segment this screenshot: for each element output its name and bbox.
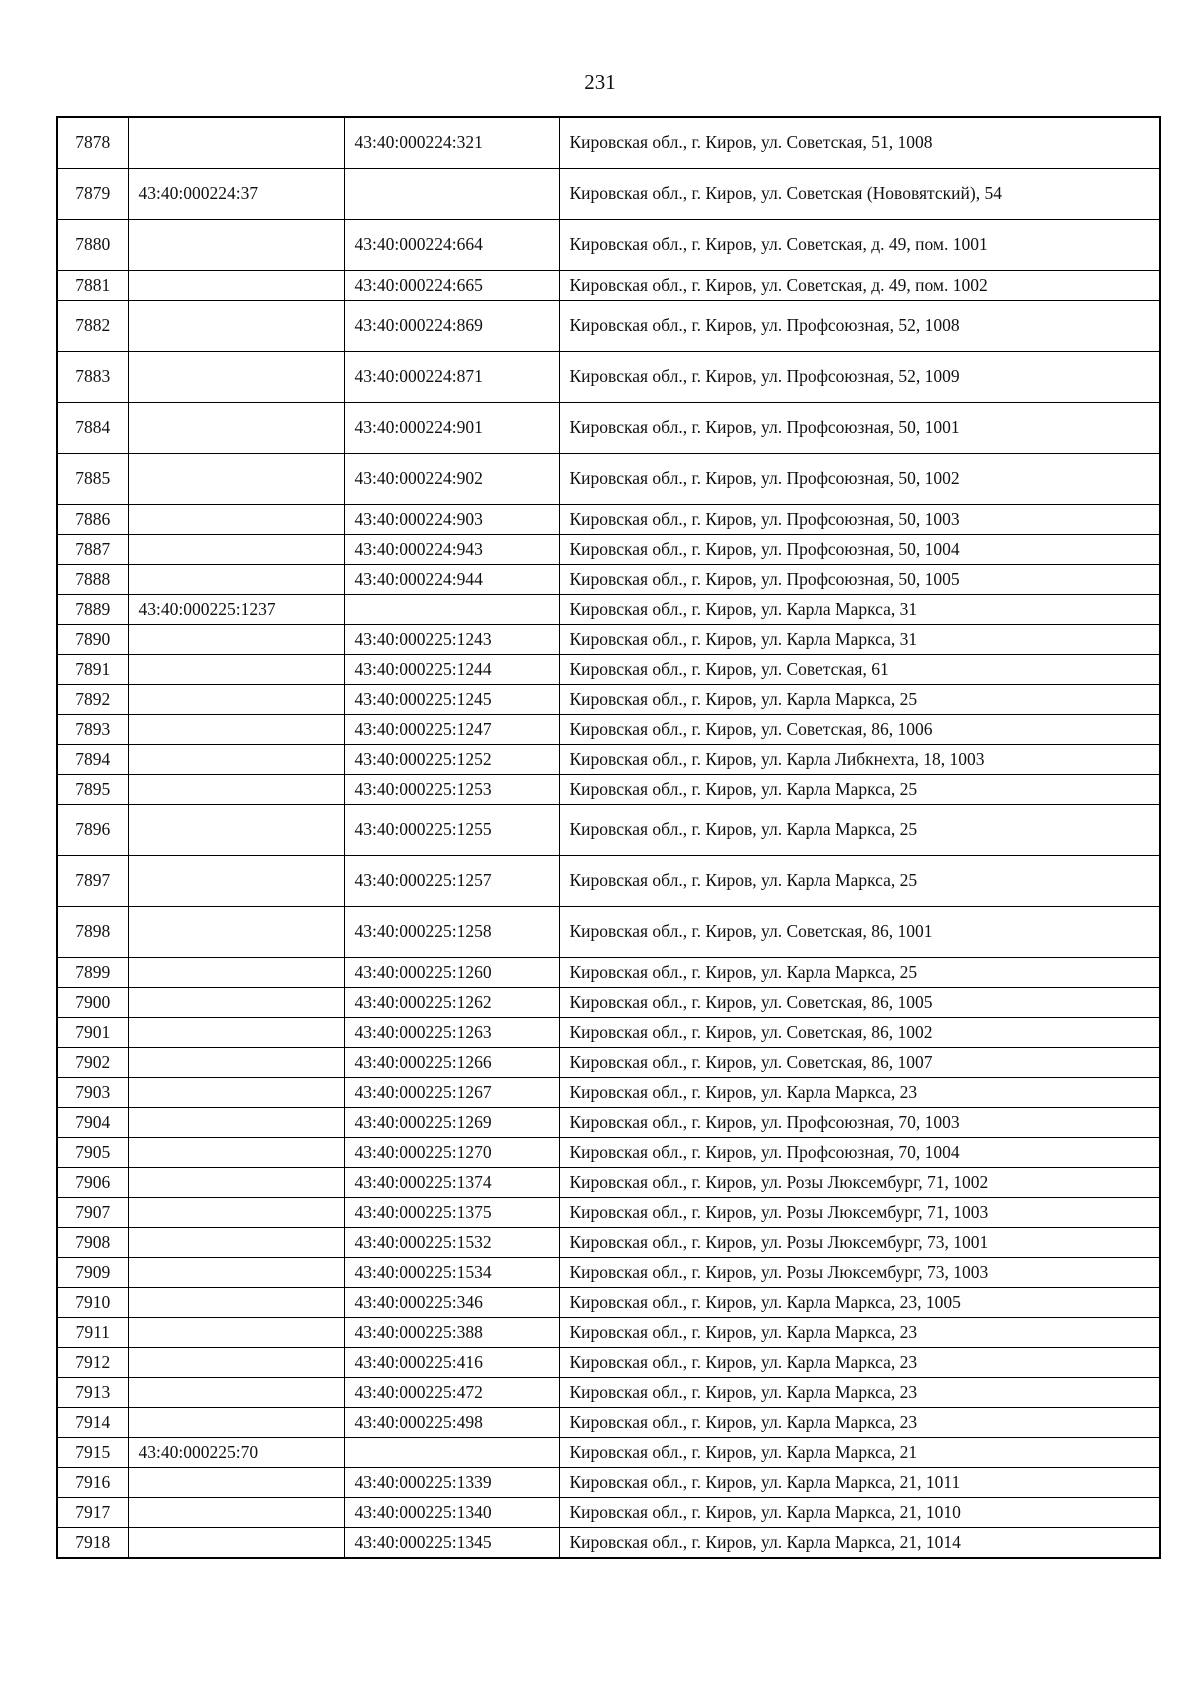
cadastral-number-cell: 43:40:000225:1247 xyxy=(344,715,559,745)
parent-cadastral-number-cell xyxy=(128,1408,344,1438)
address-cell: Кировская обл., г. Киров, ул. Карла Маркса, 25 xyxy=(559,958,1160,988)
cadastral-number-cell xyxy=(344,595,559,625)
address-cell: Кировская обл., г. Киров, ул. Советская, 51, 1008 xyxy=(559,117,1160,169)
table-row xyxy=(57,1408,1160,1438)
table-row xyxy=(57,1438,1160,1468)
table-row xyxy=(57,505,1160,535)
table-row xyxy=(57,775,1160,805)
cadastral-number-cell: 43:40:000225:1252 xyxy=(344,745,559,775)
table-row xyxy=(57,1528,1160,1559)
parent-cadastral-number-cell xyxy=(128,988,344,1018)
address-cell: Кировская обл., г. Киров, ул. Карла Маркса, 25 xyxy=(559,775,1160,805)
table-row xyxy=(57,685,1160,715)
table-row xyxy=(57,403,1160,454)
row-number-cell: 7908 xyxy=(57,1228,128,1258)
table-row xyxy=(57,301,1160,352)
address-cell: Кировская обл., г. Киров, ул. Карла Маркса, 23 xyxy=(559,1348,1160,1378)
parent-cadastral-number-cell xyxy=(128,715,344,745)
table-row xyxy=(57,1168,1160,1198)
table-row xyxy=(57,958,1160,988)
row-number-cell: 7891 xyxy=(57,655,128,685)
address-cell: Кировская обл., г. Киров, ул. Розы Люксембург, 73, 1003 xyxy=(559,1258,1160,1288)
row-number-cell: 7909 xyxy=(57,1258,128,1288)
parent-cadastral-number-cell xyxy=(128,856,344,907)
table-row xyxy=(57,1378,1160,1408)
cadastral-number-cell: 43:40:000225:1257 xyxy=(344,856,559,907)
parent-cadastral-number-cell xyxy=(128,625,344,655)
cadastral-number-cell: 43:40:000225:1340 xyxy=(344,1498,559,1528)
parent-cadastral-number-cell xyxy=(128,1528,344,1559)
address-cell: Кировская обл., г. Киров, ул. Карла Маркса, 23 xyxy=(559,1318,1160,1348)
row-number-cell: 7892 xyxy=(57,685,128,715)
address-cell: Кировская обл., г. Киров, ул. Профсоюзная, 50, 1004 xyxy=(559,535,1160,565)
parent-cadastral-number-cell xyxy=(128,1018,344,1048)
parent-cadastral-number-cell xyxy=(128,1048,344,1078)
address-cell: Кировская обл., г. Киров, ул. Профсоюзная, 50, 1003 xyxy=(559,505,1160,535)
cadastral-number-cell: 43:40:000225:498 xyxy=(344,1408,559,1438)
row-number-cell: 7882 xyxy=(57,301,128,352)
row-number-cell: 7884 xyxy=(57,403,128,454)
cadastral-number-cell: 43:40:000225:1263 xyxy=(344,1018,559,1048)
row-number-cell: 7902 xyxy=(57,1048,128,1078)
table-row xyxy=(57,655,1160,685)
row-number-cell: 7906 xyxy=(57,1168,128,1198)
parent-cadastral-number-cell xyxy=(128,1078,344,1108)
parent-cadastral-number-cell xyxy=(128,403,344,454)
row-number-cell: 7905 xyxy=(57,1138,128,1168)
table-row xyxy=(57,1498,1160,1528)
address-cell: Кировская обл., г. Киров, ул. Карла Маркса, 25 xyxy=(559,805,1160,856)
address-cell: Кировская обл., г. Киров, ул. Карла Маркса, 25 xyxy=(559,856,1160,907)
table-row xyxy=(57,271,1160,301)
address-cell: Кировская обл., г. Киров, ул. Карла Маркса, 23 xyxy=(559,1078,1160,1108)
parent-cadastral-number-cell: 43:40:000224:37 xyxy=(128,169,344,220)
table-row xyxy=(57,454,1160,505)
cadastral-number-cell: 43:40:000225:416 xyxy=(344,1348,559,1378)
cadastral-number-cell: 43:40:000225:1339 xyxy=(344,1468,559,1498)
row-number-cell: 7912 xyxy=(57,1348,128,1378)
parent-cadastral-number-cell xyxy=(128,1348,344,1378)
address-cell: Кировская обл., г. Киров, ул. Профсоюзная, 50, 1001 xyxy=(559,403,1160,454)
cadastral-number-cell: 43:40:000225:1253 xyxy=(344,775,559,805)
row-number-cell: 7911 xyxy=(57,1318,128,1348)
parent-cadastral-number-cell xyxy=(128,117,344,169)
address-cell: Кировская обл., г. Киров, ул. Советская, 86, 1007 xyxy=(559,1048,1160,1078)
parent-cadastral-number-cell xyxy=(128,1228,344,1258)
cadastral-number-cell: 43:40:000225:388 xyxy=(344,1318,559,1348)
cadastral-number-cell: 43:40:000224:871 xyxy=(344,352,559,403)
cadastral-number-cell: 43:40:000225:1243 xyxy=(344,625,559,655)
row-number-cell: 7918 xyxy=(57,1528,128,1559)
address-cell: Кировская обл., г. Киров, ул. Профсоюзная, 50, 1005 xyxy=(559,565,1160,595)
address-cell: Кировская обл., г. Киров, ул. Карла Маркса, 21 xyxy=(559,1438,1160,1468)
cadastral-number-cell xyxy=(344,169,559,220)
address-cell: Кировская обл., г. Киров, ул. Советская, 86, 1002 xyxy=(559,1018,1160,1048)
table-row xyxy=(57,220,1160,271)
row-number-cell: 7880 xyxy=(57,220,128,271)
parent-cadastral-number-cell xyxy=(128,745,344,775)
table-row xyxy=(57,625,1160,655)
address-cell: Кировская обл., г. Киров, ул. Профсоюзная, 52, 1009 xyxy=(559,352,1160,403)
row-number-cell: 7904 xyxy=(57,1108,128,1138)
address-cell: Кировская обл., г. Киров, ул. Советская (Нововятский), 54 xyxy=(559,169,1160,220)
table-row xyxy=(57,1138,1160,1168)
row-number-cell: 7901 xyxy=(57,1018,128,1048)
cadastral-number-cell: 43:40:000225:1267 xyxy=(344,1078,559,1108)
address-cell: Кировская обл., г. Киров, ул. Профсоюзная, 70, 1004 xyxy=(559,1138,1160,1168)
row-number-cell: 7883 xyxy=(57,352,128,403)
address-cell: Кировская обл., г. Киров, ул. Карла Маркса, 23, 1005 xyxy=(559,1288,1160,1318)
row-number-cell: 7893 xyxy=(57,715,128,745)
row-number-cell: 7900 xyxy=(57,988,128,1018)
parent-cadastral-number-cell xyxy=(128,301,344,352)
parent-cadastral-number-cell xyxy=(128,775,344,805)
cadastral-number-cell: 43:40:000225:1266 xyxy=(344,1048,559,1078)
table-row xyxy=(57,1018,1160,1048)
cadastral-number-cell: 43:40:000224:665 xyxy=(344,271,559,301)
parent-cadastral-number-cell xyxy=(128,655,344,685)
table-row xyxy=(57,1108,1160,1138)
parent-cadastral-number-cell xyxy=(128,1198,344,1228)
cadastral-number-cell: 43:40:000225:346 xyxy=(344,1288,559,1318)
row-number-cell: 7889 xyxy=(57,595,128,625)
table-row xyxy=(57,169,1160,220)
registry-table xyxy=(56,116,1161,1559)
table-row xyxy=(57,117,1160,169)
table-row xyxy=(57,805,1160,856)
cadastral-number-cell: 43:40:000225:1262 xyxy=(344,988,559,1018)
parent-cadastral-number-cell xyxy=(128,685,344,715)
parent-cadastral-number-cell xyxy=(128,1258,344,1288)
address-cell: Кировская обл., г. Киров, ул. Карла Маркса, 23 xyxy=(559,1378,1160,1408)
table-row xyxy=(57,1318,1160,1348)
address-cell: Кировская обл., г. Киров, ул. Советская, 86, 1005 xyxy=(559,988,1160,1018)
cadastral-number-cell: 43:40:000224:943 xyxy=(344,535,559,565)
table-row xyxy=(57,1288,1160,1318)
row-number-cell: 7897 xyxy=(57,856,128,907)
cadastral-number-cell: 43:40:000224:901 xyxy=(344,403,559,454)
row-number-cell: 7886 xyxy=(57,505,128,535)
cadastral-number-cell: 43:40:000225:1532 xyxy=(344,1228,559,1258)
row-number-cell: 7903 xyxy=(57,1078,128,1108)
parent-cadastral-number-cell xyxy=(128,805,344,856)
cadastral-number-cell: 43:40:000225:1534 xyxy=(344,1258,559,1288)
parent-cadastral-number-cell xyxy=(128,1108,344,1138)
table-row xyxy=(57,1348,1160,1378)
row-number-cell: 7878 xyxy=(57,117,128,169)
parent-cadastral-number-cell xyxy=(128,352,344,403)
row-number-cell: 7896 xyxy=(57,805,128,856)
parent-cadastral-number-cell xyxy=(128,1288,344,1318)
table-row xyxy=(57,1198,1160,1228)
address-cell: Кировская обл., г. Киров, ул. Карла Маркса, 21, 1014 xyxy=(559,1528,1160,1559)
table-row xyxy=(57,1258,1160,1288)
table-row xyxy=(57,1468,1160,1498)
parent-cadastral-number-cell xyxy=(128,505,344,535)
table-row xyxy=(57,856,1160,907)
table-row xyxy=(57,907,1160,958)
cadastral-number-cell: 43:40:000224:664 xyxy=(344,220,559,271)
cadastral-number-cell: 43:40:000224:944 xyxy=(344,565,559,595)
cadastral-number-cell: 43:40:000225:472 xyxy=(344,1378,559,1408)
address-cell: Кировская обл., г. Киров, ул. Советская, д. 49, пом. 1001 xyxy=(559,220,1160,271)
address-cell: Кировская обл., г. Киров, ул. Карла Маркса, 23 xyxy=(559,1408,1160,1438)
cadastral-number-cell xyxy=(344,1438,559,1468)
row-number-cell: 7915 xyxy=(57,1438,128,1468)
row-number-cell: 7914 xyxy=(57,1408,128,1438)
table-row xyxy=(57,352,1160,403)
address-cell: Кировская обл., г. Киров, ул. Розы Люксембург, 71, 1003 xyxy=(559,1198,1160,1228)
parent-cadastral-number-cell: 43:40:000225:70 xyxy=(128,1438,344,1468)
registry-table-body xyxy=(57,117,1160,1558)
row-number-cell: 7888 xyxy=(57,565,128,595)
row-number-cell: 7894 xyxy=(57,745,128,775)
cadastral-number-cell: 43:40:000224:902 xyxy=(344,454,559,505)
cadastral-number-cell: 43:40:000225:1258 xyxy=(344,907,559,958)
cadastral-number-cell: 43:40:000224:321 xyxy=(344,117,559,169)
address-cell: Кировская обл., г. Киров, ул. Профсоюзная, 52, 1008 xyxy=(559,301,1160,352)
row-number-cell: 7898 xyxy=(57,907,128,958)
table-row xyxy=(57,595,1160,625)
table-row xyxy=(57,715,1160,745)
cadastral-number-cell: 43:40:000225:1374 xyxy=(344,1168,559,1198)
address-cell: Кировская обл., г. Киров, ул. Карла Маркса, 21, 1011 xyxy=(559,1468,1160,1498)
table-row xyxy=(57,535,1160,565)
parent-cadastral-number-cell xyxy=(128,907,344,958)
cadastral-number-cell: 43:40:000225:1245 xyxy=(344,685,559,715)
address-cell: Кировская обл., г. Киров, ул. Советская, 86, 1001 xyxy=(559,907,1160,958)
address-cell: Кировская обл., г. Киров, ул. Карла Либкнехта, 18, 1003 xyxy=(559,745,1160,775)
row-number-cell: 7913 xyxy=(57,1378,128,1408)
row-number-cell: 7885 xyxy=(57,454,128,505)
cadastral-number-cell: 43:40:000225:1270 xyxy=(344,1138,559,1168)
table-row xyxy=(57,565,1160,595)
cadastral-number-cell: 43:40:000225:1244 xyxy=(344,655,559,685)
row-number-cell: 7899 xyxy=(57,958,128,988)
parent-cadastral-number-cell xyxy=(128,535,344,565)
address-cell: Кировская обл., г. Киров, ул. Профсоюзная, 70, 1003 xyxy=(559,1108,1160,1138)
page-number: 231 xyxy=(584,70,616,94)
cadastral-number-cell: 43:40:000225:1260 xyxy=(344,958,559,988)
address-cell: Кировская обл., г. Киров, ул. Карла Маркса, 31 xyxy=(559,595,1160,625)
table-row xyxy=(57,1048,1160,1078)
address-cell: Кировская обл., г. Киров, ул. Розы Люксембург, 71, 1002 xyxy=(559,1168,1160,1198)
row-number-cell: 7895 xyxy=(57,775,128,805)
cadastral-number-cell: 43:40:000225:1375 xyxy=(344,1198,559,1228)
row-number-cell: 7879 xyxy=(57,169,128,220)
address-cell: Кировская обл., г. Киров, ул. Карла Маркса, 21, 1010 xyxy=(559,1498,1160,1528)
row-number-cell: 7881 xyxy=(57,271,128,301)
cadastral-number-cell: 43:40:000225:1255 xyxy=(344,805,559,856)
parent-cadastral-number-cell xyxy=(128,1378,344,1408)
parent-cadastral-number-cell xyxy=(128,958,344,988)
address-cell: Кировская обл., г. Киров, ул. Советская, 61 xyxy=(559,655,1160,685)
parent-cadastral-number-cell: 43:40:000225:1237 xyxy=(128,595,344,625)
row-number-cell: 7916 xyxy=(57,1468,128,1498)
table-row xyxy=(57,1078,1160,1108)
row-number-cell: 7890 xyxy=(57,625,128,655)
parent-cadastral-number-cell xyxy=(128,1138,344,1168)
address-cell: Кировская обл., г. Киров, ул. Розы Люксембург, 73, 1001 xyxy=(559,1228,1160,1258)
address-cell: Кировская обл., г. Киров, ул. Профсоюзная, 50, 1002 xyxy=(559,454,1160,505)
row-number-cell: 7917 xyxy=(57,1498,128,1528)
table-row xyxy=(57,1228,1160,1258)
address-cell: Кировская обл., г. Киров, ул. Карла Маркса, 31 xyxy=(559,625,1160,655)
cadastral-number-cell: 43:40:000224:869 xyxy=(344,301,559,352)
parent-cadastral-number-cell xyxy=(128,1498,344,1528)
parent-cadastral-number-cell xyxy=(128,1168,344,1198)
row-number-cell: 7887 xyxy=(57,535,128,565)
parent-cadastral-number-cell xyxy=(128,565,344,595)
parent-cadastral-number-cell xyxy=(128,1318,344,1348)
cadastral-number-cell: 43:40:000225:1345 xyxy=(344,1528,559,1559)
address-cell: Кировская обл., г. Киров, ул. Карла Маркса, 25 xyxy=(559,685,1160,715)
address-cell: Кировская обл., г. Киров, ул. Советская, 86, 1006 xyxy=(559,715,1160,745)
address-cell: Кировская обл., г. Киров, ул. Советская, д. 49, пом. 1002 xyxy=(559,271,1160,301)
parent-cadastral-number-cell xyxy=(128,454,344,505)
parent-cadastral-number-cell xyxy=(128,1468,344,1498)
row-number-cell: 7907 xyxy=(57,1198,128,1228)
cadastral-number-cell: 43:40:000225:1269 xyxy=(344,1108,559,1138)
cadastral-number-cell: 43:40:000224:903 xyxy=(344,505,559,535)
parent-cadastral-number-cell xyxy=(128,220,344,271)
table-row xyxy=(57,988,1160,1018)
row-number-cell: 7910 xyxy=(57,1288,128,1318)
parent-cadastral-number-cell xyxy=(128,271,344,301)
table-row xyxy=(57,745,1160,775)
